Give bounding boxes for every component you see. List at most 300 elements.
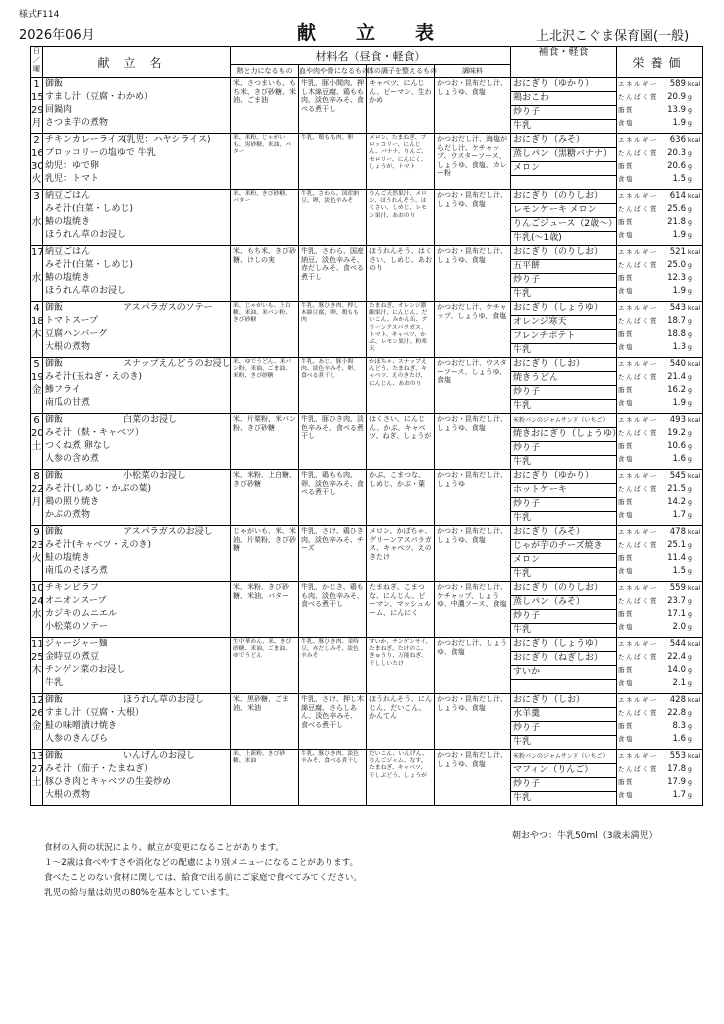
- snack-item: 牛乳: [513, 121, 532, 131]
- dish-cell: [43, 358, 231, 414]
- nutrition-row-fat: [618, 328, 701, 341]
- nutrition-row-fat: [618, 664, 701, 677]
- page-title: 献立表: [297, 22, 475, 44]
- nutrition-unit: g: [688, 400, 692, 407]
- dish-line: [45, 397, 230, 410]
- nutrition-unit: g: [688, 318, 692, 325]
- dish-name: 回鍋肉: [45, 105, 73, 115]
- dish-cell: [43, 134, 231, 190]
- dish-line: [45, 789, 230, 802]
- date-line: 木: [31, 329, 42, 340]
- nutrition-row-salt: [618, 621, 701, 634]
- dish-name: みそ汁(キャベツ・えのき): [45, 540, 152, 550]
- nutrition-unit: kcal: [688, 585, 701, 592]
- nutrition-unit: kcal: [688, 137, 701, 144]
- nutrition-unit: g: [688, 723, 692, 730]
- nutrition-unit: g: [688, 736, 692, 743]
- dish-name: 御飯: [45, 79, 64, 89]
- dish-name: かぶの煮物: [45, 510, 91, 520]
- dish-name: 豚ひき肉とキャベツの生姜炒め: [45, 777, 172, 787]
- nutrition-label: 脂質: [618, 778, 634, 786]
- dish-name: 鰆の塩焼き: [45, 273, 91, 283]
- nutrition-cell: [617, 358, 703, 414]
- dish-name: チキンカレーライス: [45, 135, 126, 145]
- nutrition-value: 589: [669, 79, 686, 89]
- menu-day-row: [31, 302, 703, 358]
- nutrition-cell: [617, 638, 703, 694]
- dish-side: いんげんのお浸し: [123, 751, 196, 761]
- nutrition-label: 脂質: [618, 218, 634, 226]
- dish-line: [45, 272, 230, 285]
- date-line: 火: [31, 553, 42, 564]
- body-foods-cell: 牛乳、かじき、鶏もも肉、淡色辛みそ、食べる煮干し: [299, 582, 367, 638]
- date-line: [31, 509, 42, 522]
- date-line: 5: [33, 359, 40, 370]
- nutrition-label: エネルギー: [618, 80, 658, 88]
- regulating-foods-cell: はくさい、にんじん、かぶ、キャベツ、ねぎ、しょうが: [367, 414, 435, 470]
- snack-item: [511, 176, 616, 189]
- nutrition-label: たんぱく質: [618, 485, 658, 493]
- dish-line: [45, 315, 230, 328]
- nutrition-value: 1.5: [672, 566, 686, 576]
- dish-line: [45, 91, 230, 104]
- dish-name: みそ汁（麩・キャベツ）: [45, 428, 145, 438]
- nutrition-value: 17.8: [667, 764, 686, 774]
- nutrition-cell: [617, 134, 703, 190]
- dish-name: すまし汁（豆腐・わかめ）: [45, 92, 154, 102]
- nutrition-label: エネルギー: [618, 696, 658, 704]
- nutrition-value: 18.7: [667, 316, 686, 326]
- footer-notes: [44, 841, 362, 901]
- dish-cell: [43, 582, 231, 638]
- snack-item: マフィン（りんご）: [511, 764, 616, 778]
- date-line: 月: [31, 497, 42, 508]
- nutrition-value: 493: [669, 415, 686, 425]
- nutrition-label: 脂質: [618, 274, 634, 282]
- nutrition-unit: g: [688, 176, 692, 183]
- dish-name: 南瓜のそぼろ煮: [45, 566, 109, 576]
- snack-item: 牛乳: [513, 401, 532, 411]
- dish-line: [45, 733, 230, 746]
- nutrition-label: 脂質: [618, 330, 634, 338]
- date-line: [31, 677, 42, 690]
- date-line: 木: [31, 665, 42, 676]
- menu-day-row: [31, 470, 703, 526]
- regulating-foods-cell: だいこん、いんげん、りんごジャム、なす、たまねぎ、キャベツ、干しぶどう、しょうが: [367, 750, 435, 806]
- nutrition-label: たんぱく質: [618, 93, 658, 101]
- dish-line: [45, 694, 230, 707]
- menu-day-row: [31, 246, 703, 302]
- energy-foods-cell: 生中華めん、米、きび砂糖、米油、ごま油、ゆでうどん: [231, 638, 299, 694]
- nutrition-value: 1.6: [672, 454, 686, 464]
- dish-line: [45, 776, 230, 789]
- dish-cell: [43, 750, 231, 806]
- snack-item: 焼きうどん: [511, 372, 616, 386]
- date-line: 水: [31, 217, 42, 228]
- date-line: 29: [31, 105, 44, 116]
- date-line: 4: [33, 303, 40, 314]
- snack-item: 牛乳: [513, 457, 532, 467]
- date-cell: [31, 190, 43, 246]
- nutrition-value: 20.6: [667, 161, 686, 171]
- dish-name: チキンピラフ: [45, 583, 99, 593]
- snack-item: 米粉パンのジャムサンド（いちご）: [511, 750, 616, 764]
- nutrition-value: 1.5: [672, 174, 686, 184]
- nutrition-label: たんぱく質: [618, 317, 658, 325]
- dish-name: みそ汁(しめじ・かぶの葉): [45, 484, 152, 494]
- nutrition-unit: g: [688, 568, 692, 575]
- snack-item: おにぎり（のりしお）: [511, 190, 616, 204]
- date-line: 10: [31, 583, 44, 594]
- menu-day-row: [31, 694, 703, 750]
- dish-line: [45, 246, 230, 259]
- nutrition-label: エネルギー: [618, 360, 658, 368]
- nutrition-label: 食塩: [618, 455, 634, 463]
- nutrition-value: 1.9: [672, 286, 686, 296]
- nutrition-label: 脂質: [618, 386, 634, 394]
- nutrition-value: 478: [669, 527, 686, 537]
- date-cell: [31, 358, 43, 414]
- snack-item: すいか: [511, 666, 616, 680]
- body-foods-cell: 牛乳、さけ、押し木綿豆腐、さらしあん、淡色辛みそ、食べる煮干し: [299, 694, 367, 750]
- dish-name: 納豆ごはん: [45, 247, 91, 257]
- nutrition-unit: g: [688, 107, 692, 114]
- dish-name: 人参の含め煮: [45, 454, 100, 464]
- date-line: 3: [33, 191, 40, 202]
- nutrition-row-fat: [618, 160, 701, 173]
- dish-side: ほうれん草のお浸し: [123, 695, 205, 705]
- dish-line: [45, 190, 230, 203]
- snack-item: 米粉パンのジャムサンド（いちご）: [511, 414, 616, 428]
- energy-foods-header: 熱と力になるもの: [231, 65, 299, 78]
- snack-cell: [511, 302, 617, 358]
- date-line: 水: [31, 273, 42, 284]
- nutrition-row-salt: [618, 509, 701, 522]
- nutrition-unit: g: [688, 387, 692, 394]
- nutrition-row-protein: [618, 483, 701, 496]
- body-foods-cell: 牛乳、豚小間肉、押し木綿豆腐、鶏もも肉、淡色辛みそ、食べる煮干し: [299, 78, 367, 134]
- nutrition-unit: kcal: [688, 193, 701, 200]
- nutrition-value: 1.9: [672, 230, 686, 240]
- snack-item: おにぎり（ねぎしお）: [511, 652, 616, 666]
- snack-item: 水羊羹: [511, 708, 616, 722]
- dish-line: [45, 440, 230, 453]
- menu-day-row: [31, 750, 703, 806]
- snack-cell: [511, 750, 617, 806]
- energy-foods-cell: 米、さつまいも、もち米、きび砂糖、米油、ごま油: [231, 78, 299, 134]
- nutrition-unit: g: [688, 611, 692, 618]
- date-line: 27: [31, 764, 44, 775]
- body-foods-cell: 牛乳、さわら、国産納豆、淡色辛みそ、赤だしみそ、食べる煮干し: [299, 246, 367, 302]
- date-line: 26: [31, 708, 44, 719]
- nutrition-label: たんぱく質: [618, 261, 658, 269]
- nutrition-value: 559: [669, 583, 686, 593]
- menu-day-row: [31, 526, 703, 582]
- snack-item: メロン: [511, 554, 616, 568]
- date-cell: [31, 694, 43, 750]
- nutrition-label: 脂質: [618, 106, 634, 114]
- date-line: [31, 733, 42, 746]
- date-line: [31, 789, 42, 802]
- nutrition-value: 17.9: [667, 777, 686, 787]
- date-line: 17: [31, 247, 44, 258]
- regulating-foods-cell: すいか、チンゲンサイ、たまねぎ、たけのこ、きゅうり、万能ねぎ、干ししいたけ: [367, 638, 435, 694]
- nutrition-label: たんぱく質: [618, 709, 658, 717]
- dish-name: 小松菜のソテー: [45, 622, 108, 632]
- nutrition-cell: [617, 414, 703, 470]
- dish-side: 小松菜のお浸し: [123, 471, 187, 481]
- nutrition-value: 428: [669, 695, 686, 705]
- seasoning-cell: かつおだし汁、海塩がらだし汁、ケチャップ、ウスターソース、しょうゆ、食塩、カレー粉: [435, 134, 511, 190]
- nutrition-unit: kcal: [688, 473, 701, 480]
- date-line: 2: [33, 135, 40, 146]
- dish-line: [45, 539, 230, 552]
- dish-line: [45, 328, 230, 341]
- snack-item: おにぎり（ゆかり）: [511, 470, 616, 484]
- snack-item: おにぎり（のりしお）: [511, 582, 616, 596]
- regulating-foods-cell: キャベツ、にんじん、ピーマン、生わかめ: [367, 78, 435, 134]
- dish-name: 御飯: [45, 415, 64, 425]
- dish-name: オニオンスープ: [45, 596, 107, 606]
- nutrition-label: エネルギー: [618, 416, 658, 424]
- nutrition-row-salt: [618, 341, 701, 354]
- nutrition-unit: g: [688, 654, 692, 661]
- nutrition-row-fat: [618, 384, 701, 397]
- snack-cell: [511, 694, 617, 750]
- seasoning-cell: かつお・昆布だし汁、ケチャップ、しょうゆ、中濃ソース、食塩: [435, 582, 511, 638]
- nutrition-unit: kcal: [688, 529, 701, 536]
- dish-line: [45, 664, 230, 677]
- menu-day-row: [31, 190, 703, 246]
- dish-cell: [43, 190, 231, 246]
- date-line: [31, 285, 42, 298]
- snack-item: 牛乳: [513, 625, 532, 635]
- nutrition-unit: g: [688, 443, 692, 450]
- nutrition-label: 食塩: [618, 399, 634, 407]
- nutrition-cell: [617, 78, 703, 134]
- snack-item: 牛乳: [513, 289, 532, 299]
- dish-cell: [43, 526, 231, 582]
- dish-name: ブロッコリーの塩ゆで 牛乳: [45, 148, 156, 158]
- regulating-foods-cell: たまねぎ、こまつな、にんじん、ピーマン、マッシュルーム、にんにく: [367, 582, 435, 638]
- nutrition-row-protein: [618, 651, 701, 664]
- date-line: 30: [31, 161, 44, 172]
- dish-name: 人参のきんぴら: [45, 734, 109, 744]
- dish-side: スナップえんどうのお浸し: [123, 359, 231, 369]
- menu-day-row: [31, 134, 703, 190]
- footer-note: 食材の入荷の状況により、献立が変更になることがあります。: [44, 843, 284, 853]
- nutrition-value: 25.1: [667, 540, 686, 550]
- dish-cell: [43, 470, 231, 526]
- dish-line: [45, 496, 230, 509]
- date-line: [31, 621, 42, 634]
- date-cell: [31, 414, 43, 470]
- dish-line: [45, 229, 230, 242]
- nutrition-value: 1.3: [672, 342, 686, 352]
- body-foods-cell: 牛乳、さけ、鶏ひき肉、淡色辛みそ、チーズ: [299, 526, 367, 582]
- energy-foods-cell: 米、上新粉、きび砂糖、米油: [231, 750, 299, 806]
- nutrition-unit: g: [688, 624, 692, 631]
- seasoning-cell: かつおだし汁、ケチャップ、しょうゆ、食塩: [435, 302, 511, 358]
- body-foods-header: 血や肉や骨になるもの: [299, 65, 367, 78]
- nutrition-label: たんぱく質: [618, 429, 658, 437]
- regulating-foods-cell: たまねぎ、オレンジ濃縮果汁、にんじん、だいこん、みかん缶、グリーンアスパラガス、トマト、キャベツ、かぶ、レモン果汁、粉寒天: [367, 302, 435, 358]
- nutrition-row-fat: [618, 776, 701, 789]
- nutrition-unit: g: [688, 120, 692, 127]
- snack-item: 炒り子: [511, 498, 616, 512]
- energy-foods-cell: 米、もち米、きび砂糖、けしの実: [231, 246, 299, 302]
- nutrition-value: 544: [669, 639, 686, 649]
- nutrition-label: たんぱく質: [618, 149, 658, 157]
- nutrition-value: 543: [669, 303, 686, 313]
- nutrition-label: たんぱく質: [618, 373, 658, 381]
- nutrition-row-protein: [618, 707, 701, 720]
- menu-day-row: [31, 78, 703, 134]
- dish-name: 御飯: [45, 527, 64, 537]
- nutrition-label: エネルギー: [618, 528, 658, 536]
- snack-cell: [511, 414, 622, 470]
- nutrition-value: 2.0: [672, 622, 686, 632]
- nutrition-row-energy: [618, 190, 701, 203]
- snack-item: 炒り子: [511, 386, 616, 400]
- nutrition-value: 540: [669, 359, 686, 369]
- seasoning-cell: かつお・昆布だし汁、しょうゆ: [435, 470, 511, 526]
- energy-foods-cell: 米、米粉、じゃがいも、黒砂糖、米油、バター: [231, 134, 299, 190]
- nutrition-label: 脂質: [618, 498, 634, 506]
- snack-item: おにぎり（しょうゆ）: [511, 302, 616, 316]
- date-line: 6: [33, 415, 40, 426]
- energy-foods-cell: 米、ゆでうどん、米パン粉、米油、ごま油、米粉、きび砂糖: [231, 358, 299, 414]
- nutrition-unit: g: [688, 766, 692, 773]
- nutrition-label: 脂質: [618, 162, 634, 170]
- nursery-name: 上北沢こぐま保育園(一般): [536, 29, 690, 44]
- seasoning-cell: かつお・昆布だし汁、しょうゆ、食塩: [435, 78, 511, 134]
- dish-name: みそ汁(白菜・しめじ): [45, 204, 134, 214]
- nutrition-row-salt: [618, 789, 701, 802]
- snack-item: 牛乳: [513, 793, 532, 803]
- nutrition-value: 21.8: [667, 217, 686, 227]
- snack-item: おにぎり（のりしお）: [511, 246, 616, 260]
- seasoning-cell: かつお・昆布だし汁、しょうゆ、食塩: [435, 246, 511, 302]
- nutrition-cell: [617, 190, 703, 246]
- nutrition-label: 脂質: [618, 722, 634, 730]
- snack-item: メロン: [511, 162, 616, 176]
- body-foods-cell: 牛乳、さわら、国産納豆、卵、淡色辛みそ: [299, 190, 367, 246]
- dish-line: [45, 414, 230, 427]
- menu-body: [31, 78, 703, 806]
- nutrition-value: 19.2: [667, 428, 686, 438]
- nutrition-label: 食塩: [618, 791, 634, 799]
- nutrition-row-fat: [618, 720, 701, 733]
- energy-foods-cell: じゃがいも、米、米油、片栗粉、きび砂糖: [231, 526, 299, 582]
- date-line: [31, 203, 42, 216]
- dish-name: 大根の煮物: [45, 342, 91, 352]
- snack-item: おにぎり（しょうゆ）: [511, 638, 616, 652]
- dish-side: アスパラガスのお浸し: [123, 527, 213, 537]
- nutrition-row-protein: [618, 259, 701, 272]
- nutrition-value: 16.2: [667, 385, 686, 395]
- nutrition-row-protein: [618, 371, 701, 384]
- nutrition-row-energy: [618, 302, 701, 315]
- regulating-foods-cell: ほうれんそう、はくさい、しめじ、あおのり: [367, 246, 435, 302]
- dish-line: [45, 526, 230, 539]
- nutrition-label: 食塩: [618, 511, 634, 519]
- menu-table: [30, 46, 703, 806]
- snack-item: 牛乳: [513, 569, 532, 579]
- dish-line: [45, 470, 230, 483]
- dish-cell: [43, 246, 231, 302]
- nutrition-row-energy: [618, 526, 701, 539]
- nutrition-row-salt: [618, 677, 701, 690]
- nutrition-row-energy: [618, 78, 701, 91]
- nutrition-value: 13.9: [667, 105, 686, 115]
- nutrition-unit: kcal: [688, 697, 701, 704]
- snack-cell: [511, 246, 617, 302]
- nutrition-row-fat: [618, 216, 701, 229]
- date-line: 土: [31, 441, 42, 452]
- nutrition-value: 614: [669, 191, 686, 201]
- form-code: 様式F114: [19, 10, 60, 20]
- date-line: [31, 453, 42, 466]
- snack-item: 炒り子: [511, 442, 616, 456]
- menu-day-row: [31, 638, 703, 694]
- dish-name: 南瓜の甘煮: [45, 398, 91, 408]
- date-cell: [31, 78, 43, 134]
- nutrition-unit: g: [688, 792, 692, 799]
- nutrition-cell: [617, 750, 703, 806]
- nutrition-row-energy: [618, 582, 701, 595]
- date-line: 22: [31, 484, 44, 495]
- dish-line: [45, 552, 230, 565]
- dish-line: [45, 117, 230, 130]
- nutrition-row-protein: [618, 147, 701, 160]
- snack-item: オレンジ寒天: [511, 316, 616, 330]
- date-cell: [31, 750, 43, 806]
- nutrition-label: 脂質: [618, 554, 634, 562]
- dish-line: [45, 621, 230, 634]
- nutrition-unit: g: [688, 288, 692, 295]
- date-line: 15: [31, 92, 44, 103]
- nutrition-label: エネルギー: [618, 248, 658, 256]
- snack-cell: [511, 582, 617, 638]
- nutrition-unit: g: [688, 344, 692, 351]
- dish-line: [45, 259, 230, 272]
- dish-cell: [43, 694, 231, 750]
- dish-column-header: 献立名: [43, 47, 231, 78]
- nutrition-value: 22.4: [667, 652, 686, 662]
- dish-name: 鶏の照り焼き: [45, 497, 100, 507]
- dish-name: 大根の煮物: [45, 790, 91, 800]
- dish-cell: [43, 414, 231, 470]
- nutrition-row-fat: [618, 440, 701, 453]
- dish-name: 豆腐ハンバーグ: [45, 329, 108, 339]
- nutrition-unit: kcal: [688, 417, 701, 424]
- body-foods-cell: 牛乳、豚ひき肉、淡色辛みそ、食べる煮干し: [299, 750, 367, 806]
- dish-line: [45, 651, 230, 664]
- body-foods-cell: 牛乳、豚ひき肉、金時豆、赤だしみそ、淡色辛みそ: [299, 638, 367, 694]
- nutrition-unit: g: [688, 94, 692, 101]
- footer-note: 乳児の給与量は幼児の80%を基本としています。: [44, 888, 235, 898]
- nutrition-row-fat: [618, 496, 701, 509]
- dish-name: みそ汁(玉ねぎ・えのき): [45, 372, 143, 382]
- dish-name: 鮭の塩焼き: [45, 553, 91, 563]
- dish-name: 乳児：トマト: [45, 174, 100, 184]
- nutrition-unit: kcal: [688, 249, 701, 256]
- snack-item: おにぎり（ゆかり）: [511, 78, 616, 92]
- morning-snack-note: 朝おやつ：牛乳50ml（3歳未満児）: [512, 831, 658, 841]
- nutrition-unit: g: [688, 206, 692, 213]
- snack-column-header: 補食・軽食: [511, 47, 617, 78]
